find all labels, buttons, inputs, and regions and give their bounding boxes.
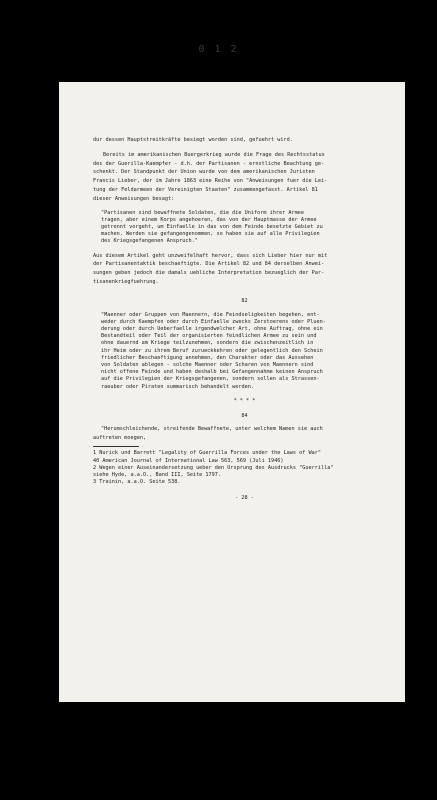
quote-line: nicht offene Feinde und haben deshalb bei Gefangennahme keinen Anspruch — [101, 369, 323, 376]
quote-line: friedlicher Beschaeftigung annehmen, den Charakter oder das Aussehen — [101, 354, 314, 361]
quote-line: auf die Privilegien der Kriegsgefangenen, sondern sollen als Strassen- — [101, 376, 320, 383]
footnote-line: 40 American Journal of International Law 563, 569 (Juli 1946) — [93, 457, 284, 464]
article-heading: 84 — [241, 412, 248, 419]
quote-line: "Partisanen sind bewaffnete Soldaten, die die Uniform ihrer Armee — [101, 209, 305, 216]
text-line: des der Guerilla-Kaempfer - d.h. der Partisanen - ernstliche Beachtung ge- — [93, 160, 325, 167]
footnote-line: 1 Nurick und Barrett "Legality of Guerrilla Forces under the Laws of War" — [93, 450, 321, 457]
document-page — [59, 82, 405, 702]
text-line: tisanenkriegfuehrung. — [93, 278, 159, 285]
quote-line: Bestandteil oder Teil der organisierten feindlichen Armee zu sein und — [101, 333, 317, 340]
footnote-line: 2 Wegen einer Auseinandersetzung ueber den Ursprung des Ausdrucks "Guerrilla" — [93, 464, 334, 471]
page-number: - 28 - — [235, 495, 254, 502]
footnote-line: siehe Hyde, a.a.O., Band III, Seite 1797. — [93, 472, 222, 479]
footnote-line: 3 Trainin, a.a.O. Seite 538. — [93, 479, 181, 486]
quote-line: "Maenner oder Gruppen von Maennern, die Feindseligkeiten begehen, ent- — [101, 311, 320, 318]
text-line: sungen geben jedoch die damals uebliche Interpretation bezueglich der Par- — [93, 270, 325, 277]
text-line: dieser Anweisungen besagt: — [93, 195, 175, 202]
section-separator: * * * * — [233, 397, 256, 404]
document-body — [93, 136, 396, 503]
quote-line: tragen, aber einem Korps angehoeren, das von der Hauptmasse der Armee — [101, 216, 317, 223]
quote-line: getrennt vorgeht, um Einfaelle in das von dem Feinde besetzte Gebiet zu — [101, 223, 323, 230]
quote-line: derung oder durch Ueberfaelle irgendwelcher Art, ohne Auftrag, ohne ein — [101, 325, 323, 332]
quote-line: machen. Werden sie gefangengenommen, so haben sie auf alle Privilegien — [101, 231, 320, 238]
text-line: der Partisanentaktik beschaeftigte. Die Artikel 82 und 84 derselben Anwei- — [93, 261, 325, 268]
quote-line: auftreten moegen, — [93, 434, 147, 441]
text-line: schenkt. Der Standpunkt der Union wurde von dem amerikanischen Juristen — [93, 169, 315, 176]
quote-line: "Herumschleichende, streifende Bewaffnete, unter welchem Namen sie auch — [101, 426, 323, 433]
quote-line: weder durch Kaempfen oder durch Einfaelle zwecks Zerstoerens oder Pluen- — [101, 318, 326, 325]
text-line: Aus diesem Artikel geht unzweifelhaft hervor, dass sich Lieber hier nur mit — [93, 252, 328, 259]
footnote-divider — [93, 446, 139, 447]
article-heading: 82 — [241, 297, 248, 304]
text-line: tung der Feldarmeen der Vereinigten Staaten" zusammengefasst. Artikel 81 — [93, 186, 318, 193]
quote-line: von Soldaten ablegen - solche Maenner oder Scharen von Maennern sind — [101, 362, 314, 368]
quote-line: ohne dauernd am Kriege teilzunehmen, sondern die zwischenzeitlich in — [101, 340, 314, 347]
text-line: Bereits im amerikanischen Buergerkrieg wurde die Frage des Rechtsstatus — [103, 151, 325, 158]
quote-line: raeuber oder Piraten summarisch behandelt werden. — [101, 383, 255, 390]
microfilm-frame-number: 0 1 2 — [198, 44, 239, 55]
quote-line: ihr Heim oder zu ihrem Beruf zurueckkehren oder gelegentlich den Schein — [101, 347, 323, 354]
text-line: dur dessen Hauptstreitkräfte besiegt worden sind, gefuehrt wird. — [93, 137, 293, 143]
text-line: Francis Lieber, der im Jahre 1863 eine Reihe von "Anweisungen fuer die Lei- — [93, 178, 328, 185]
quote-line: des Kriegsgefangenen Anspruch." — [101, 238, 198, 245]
